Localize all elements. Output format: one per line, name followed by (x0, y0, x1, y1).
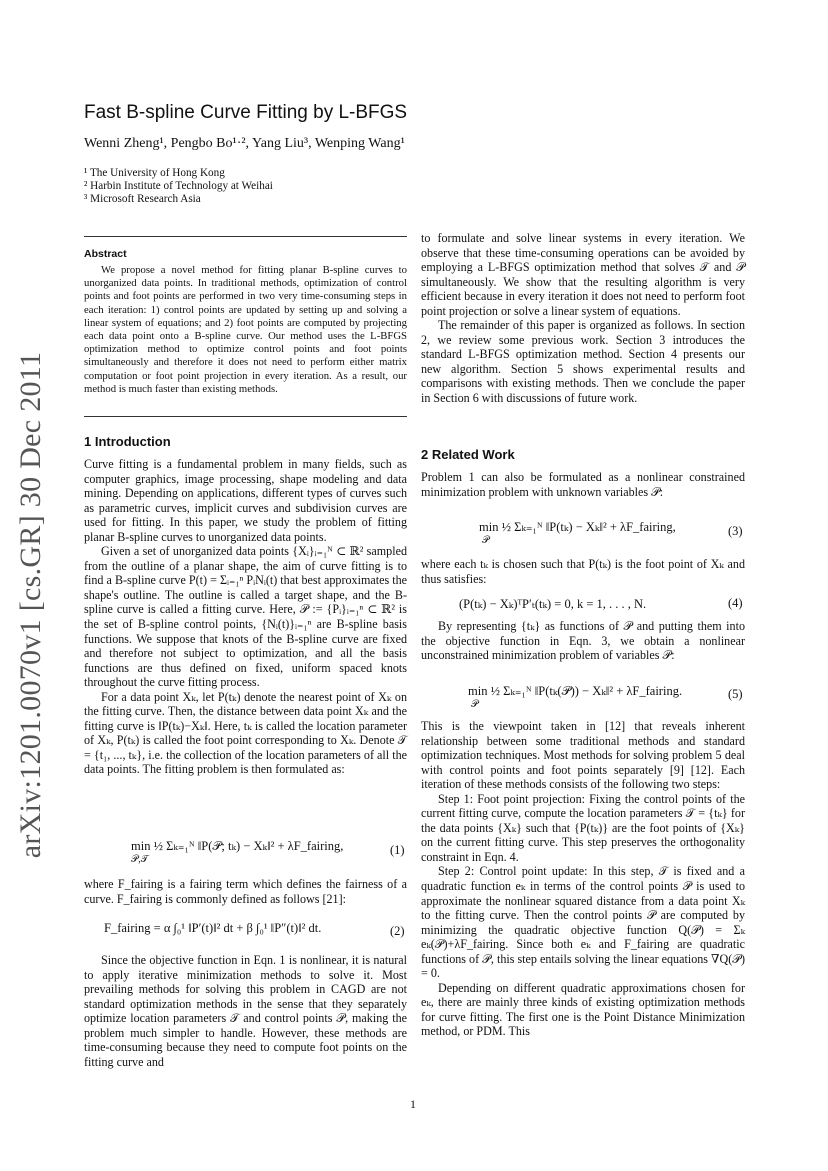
related-paragraph-1: Problem 1 can also be formulated as a nonlinear constrained minimization problem with unknown variables 𝒫: (421, 470, 745, 499)
section-heading-introduction: 1 Introduction (84, 434, 171, 449)
affiliation-1: ¹ The University of Hong Kong (84, 167, 225, 179)
equation-5-number: (5) (728, 687, 743, 701)
affiliation-2: ² Harbin Institute of Technology at Weihai (84, 180, 273, 192)
intro-continued-paragraph: to formulate and solve linear systems in every iteration. We observe that these time-consuming operations can be avoided by employing a L-BFGS optimization method that solves 𝒯 and 𝒫 simultaneously. We show that the resulting algorithm is very efficient because in every iteration it does not need to perform foot point projection or solve a linear system of equations. (421, 231, 745, 318)
equation-2-number: (2) (390, 924, 405, 938)
intro-column (84, 457, 407, 777)
equation-3: min ½ Σₖ₌₁ᴺ ‖P(tₖ) − Xₖ‖² + λF_fairing, (479, 520, 676, 534)
abstract-top-rule (84, 236, 407, 237)
paper-outline-paragraph: The remainder of this paper is organized as follows. In section 2, we review some previous work. Section 3 introduces the standard L-BFGS optimization method. Section 4 presents our new algorithm. Section 5 shows experimental results and comparisons with existing methods. Then we conclude the paper in Section 6 with discussions of future work. (421, 318, 745, 406)
intro-paragraph-1: Curve fitting is a fundamental problem in many fields, such as computer graphics, image processing, shape modeling and data mining. Depending on applications, different types of curves such as parametric curves, implicit curves and subdivision curves are used for fitting. In this paper, we study the problem of fitting planar B-spline curves to unorganized data points. (84, 457, 407, 544)
equation-4: (P(tₖ) − Xₖ)ᵀP′ₜ(tₖ) = 0, k = 1, . . . , N. (459, 597, 647, 611)
related-paragraph-3: By representing {tₖ} as functions of 𝒫 and putting them into the objective function in Eqn. 3, we obtain a nonlinear unconstrained minimization problem of variables 𝒫: (421, 619, 745, 663)
related-paragraph-4: This is the viewpoint taken in [12] that reveals inherent relationship between some traditional methods and standard optimization techniques. Most methods for solving problem 5 deal with control points and foot points separately [9] [12]. Each iteration of these methods consists of the following two steps: (421, 719, 745, 792)
equation-1-number: (1) (390, 843, 405, 857)
equation-3-number: (3) (728, 524, 743, 538)
arxiv-sidebar-stamp: arXiv:1201.0070v1 [cs.GR] 30 Dec 2011 (14, 351, 47, 859)
intro-paragraph-5: Since the objective function in Eqn. 1 is nonlinear, it is natural to apply iterative minimization methods to solve it. Most prevailing methods for solving this problem in CAGD are not standard optimization methods in the sense that they separately optimize location parameters 𝒯 and control points 𝒫, making the problem much simpler to handle. However, these methods are time-consuming because they need to compute foot points on the fitting curve and (84, 953, 407, 1069)
abstract-bottom-rule (84, 416, 407, 417)
affiliation-3: ³ Microsoft Research Asia (84, 193, 201, 205)
equation-1: min ½ Σₖ₌₁ᴺ ‖P(𝒫; tₖ) − Xₖ‖² + λF_fairing, (131, 839, 344, 853)
intro-paragraph-3: For a data point Xₖ, let P(tₖ) denote the nearest point of Xₖ on the fitting curve. Then, the distance between data point Xₖ and the fitting curve is ‖P(tₖ)−Xₖ‖. Here, tₖ is called the location parameter of Xₖ, P(tₖ) is called the foot point corresponding to Xₖ. Denote 𝒯 = {t₁, ..., tₖ}, i.e. the collection of the location parameters of all the data points. The fitting problem is then formulated as: (84, 689, 407, 777)
intro-paragraph-2: Given a set of unorganized data points {Xᵢ}ᵢ₌₁ᴺ ⊂ ℝ² sampled from the outline of a planar shape, the aim of curve fitting is to find a B-spline curve P(t) = Σᵢ₌₁ⁿ PᵢNᵢ(t) that best approximates the shape's outline. The outline is called a target shape, and the B-spline curve is called a fitting curve. Here, 𝒫 := {Pᵢ}ᵢ₌₁ⁿ ⊂ ℝ² is the set of B-spline control points, {Nᵢ(t)}ᵢ₌₁ⁿ are B-spline basis functions. We suppose that knots of the B-spline curve are fixed and therefore not subject to optimization, and all the basis functions are thus defined on fixed, uniform spaced knots throughout the curve fitting process. (84, 544, 407, 690)
equation-1-subscript: 𝒫,𝒯 (131, 854, 149, 865)
author-list: Wenni Zheng¹, Pengbo Bo¹·², Yang Liu³, Wenping Wang¹ (84, 136, 405, 151)
related-paragraph-2: where each tₖ is chosen such that P(tₖ) is the foot point of Xₖ and thus satisfies: (421, 557, 745, 586)
step-1-paragraph: Step 1: Foot point projection: Fixing the control points of the current fitting curve, compute the location parameters 𝒯 = {tₖ} for the data points {Xₖ} such that {P(tₖ)} are the foot points of {Xₖ} on the current fitting curve. This step preserves the orthogonality constraint in Eqn. 4. (421, 791, 745, 864)
equation-5-subscript: 𝒫 (471, 699, 479, 710)
related-column-body (421, 719, 745, 1039)
paper-title: Fast B-spline Curve Fitting by L-BFGS (84, 102, 408, 123)
equation-5: min ½ Σₖ₌₁ᴺ ‖P(tₖ(𝒫)) − Xₖ‖² + λF_fairing. (468, 684, 683, 698)
equation-3-subscript: 𝒫 (482, 535, 490, 546)
equation-2: F_fairing = α ∫₀¹ ‖P′(t)‖² dt + β ∫₀¹ ‖P″(t)‖² dt. (104, 921, 322, 935)
fairing-paragraph: where F_fairing is a fairing term which defines the fairness of a curve. F_fairing is commonly defined as follows [21]: (84, 877, 407, 906)
section-heading-related-work: 2 Related Work (421, 447, 515, 462)
page-number: 1 (410, 1097, 416, 1111)
abstract-text: We propose a novel method for fitting planar B-spline curves to unorganized data points. In traditional methods, optimization of control points and foot points are performed in two very time-consuming steps in each iteration: 1) control points are updated by setting up and solving a linear system of equations; and 2) foot points are computed by projecting each data point onto a B-spline curve. Our method uses the L-BFGS optimization method to optimize control points and foot points simultaneously and therefore it does not need to perform either matrix computation or foot point projection in every iteration. As a result, our method is much faster than existing methods. (84, 264, 407, 395)
related-paragraph-5: Depending on different quadratic approximations chosen for eₖ, there are mainly three kinds of existing optimization methods for curve fitting. The first one is the Point Distance Minimization method, or PDM. This (421, 980, 745, 1039)
equation-4-number: (4) (728, 596, 743, 610)
step-2-paragraph: Step 2: Control point update: In this step, 𝒯 is fixed and a quadratic function eₖ in terms of the control points 𝒫 is used to approximate the nonlinear squared distance from a data point Xₖ to the fitting curve. Then the control points 𝒫 are computed by minimizing the quadratic objective function Q(𝒫) = Σₖ eₖ(𝒫)+λF_fairing. Since both eₖ and F_fairing are quadratic functions of 𝒫, this step entails solving the linear equations ∇Q(𝒫) = 0. (421, 864, 745, 981)
abstract-heading: Abstract (84, 248, 127, 260)
right-column-top (421, 231, 745, 406)
